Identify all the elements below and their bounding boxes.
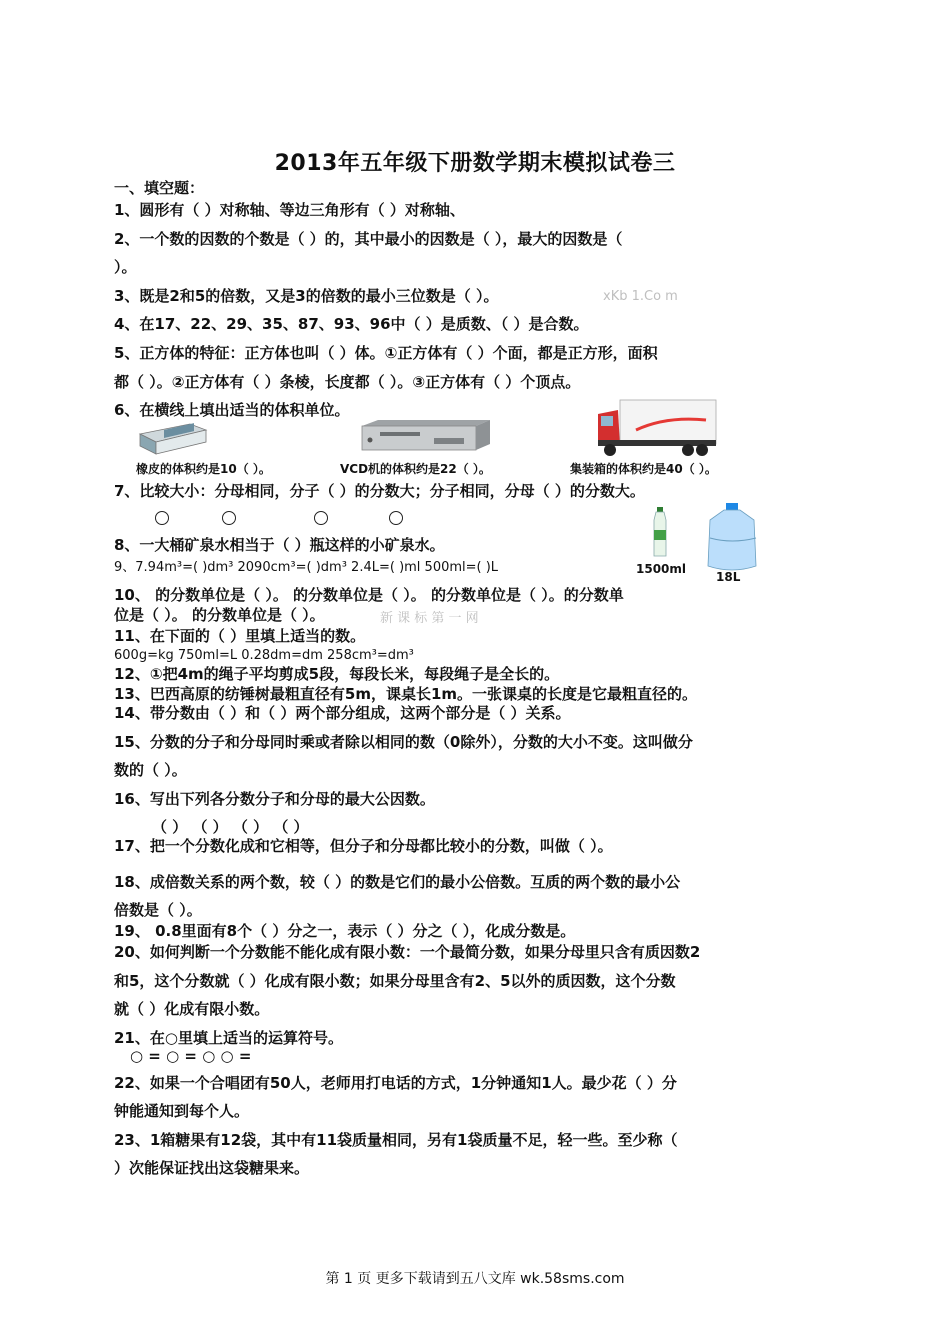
vcd-player-image [358,418,494,454]
question-7: 7、比较大小：分母相同，分子（ ）的分数大；分子相同，分母（ ）的分数大。 [114,482,645,500]
question-1: 1、圆形有（ ）对称轴、等边三角形有（ ）对称轴、 [114,201,465,219]
container-truck-image [596,396,720,458]
eraser-caption: 橡皮的体积约是10（ ）。 [136,462,271,476]
question-20: 20、如何判断一个分数能不能化成有限小数：一个最简分数，如果分母里只含有质因数2 [114,943,701,961]
question-21: 21、在○里填上适当的运算符号。 [114,1029,343,1047]
question-2: 2、一个数的因数的个数是（ ）的，其中最小的因数是（ ），最大的因数是（ [114,230,623,248]
question-18: 18、成倍数关系的两个数，较（ ）的数是它们的最小公倍数。互质的两个数的最小公 [114,873,681,891]
question-12: 12、①把4m的绳子平均剪成5段，每段长米，每段绳子是全长的。 [114,665,560,683]
question-19: 19、 0.8里面有8个（ ）分之一，表示（ ）分之（ ），化成分数是。 [114,922,576,940]
question-22-cont: 钟能通知到每个人。 [114,1102,250,1120]
question-5-cont: 都（ ）。②正方体有（ ）条棱，长度都（ ）。③正方体有（ ）个顶点。 [114,373,581,391]
eraser-image [138,420,208,456]
question-21-items: ○ = ○ = ○ ○ = [130,1047,252,1065]
question-20-cont: 和5，这个分数就（ ）化成有限小数；如果分母里含有2、5以外的质因数，这个分数 [114,972,676,990]
truck-caption: 集装箱的体积约是40（ ）。 [570,462,717,476]
question-15-cont: 数的（ ）。 [114,761,187,779]
big-water-bucket-image [704,502,760,574]
big-bottle-label: 18L [716,570,741,584]
question-14: 14、带分数由（ ）和（ ）两个部分组成，这两个部分是（ ）关系。 [114,704,571,722]
compare-circle [222,511,236,525]
small-bottle-label: 1500ml [636,562,687,576]
compare-circle [389,511,403,525]
small-water-bottle-image [648,506,672,558]
question-18-cont: 倍数是（ ）。 [114,901,202,919]
question-23-cont: ）次能保证找出这袋糖果来。 [114,1159,310,1177]
page-footer: 第 1 页 更多下载请到五八文库 wk.58sms.com [325,1271,625,1287]
question-10-cont: 位是（ ）。 的分数单位是（ ）。 [114,606,325,624]
question-23: 23、1箱糖果有12袋，其中有11袋质量相同，另有1袋质量不足，轻一些。至少称（ [114,1131,678,1149]
question-13: 13、巴西高原的纺锤树最粗直径有5m，课桌长1m。一张课桌的长度是它最粗直径的。 [114,685,698,703]
question-11: 11、在下面的（ ）里填上适当的数。 [114,627,366,645]
section-heading: 一、填空题： [114,179,205,197]
question-6: 6、在横线上填出适当的体积单位。 [114,401,350,419]
vcd-caption: VCD机的体积约是22（ ）。 [340,462,491,476]
question-9: 9、7.94m³=( )dm³ 2090cm³=( )dm³ 2.4L=( )ml 500ml=( )L [114,560,499,575]
question-16: 16、写出下列各分数分子和分母的最大公因数。 [114,790,435,808]
compare-circle [155,511,169,525]
page-title: 2013年五年级下册数学期末模拟试卷三 [274,151,676,176]
compare-circle [314,511,328,525]
question-3: 3、既是2和5的倍数，又是3的倍数的最小三位数是（ ）。 [114,287,499,305]
question-4: 4、在17、22、29、35、87、93、96中（ ）是质数、（ ）是合数。 [114,315,589,333]
question-11-items: 600g=kg 750ml=L 0.28dm=dm 258cm³=dm³ [114,648,414,663]
question-15: 15、分数的分子和分母同时乘或者除以相同的数（0除外），分数的大小不变。这叫做分 [114,733,693,751]
question-10: 10、 的分数单位是（ ）。 的分数单位是（ ）。 的分数单位是（ ）。的分数单 [114,586,624,604]
watermark: 新 课 标 第 一 网 [380,611,479,626]
question-22: 22、如果一个合唱团有50人，老师用打电话的方式，1分钟通知1人。最少花（ ）分 [114,1074,677,1092]
watermark: xKb 1.Co m [603,289,678,304]
question-17: 17、把一个分数化成和它相等，但分子和分母都比较小的分数，叫做（ ）。 [114,837,613,855]
question-5: 5、正方体的特征：正方体也叫（ ）体。①正方体有（ ）个面，都是正方形，面积 [114,344,658,362]
question-16-blanks: （ ） （ ） （ ） （ ） [152,818,309,836]
question-20-cont2: 就（ ）化成有限小数。 [114,1000,270,1018]
question-8: 8、一大桶矿泉水相当于（ ）瓶这样的小矿泉水。 [114,536,445,554]
question-2-cont: ）。 [114,258,137,276]
